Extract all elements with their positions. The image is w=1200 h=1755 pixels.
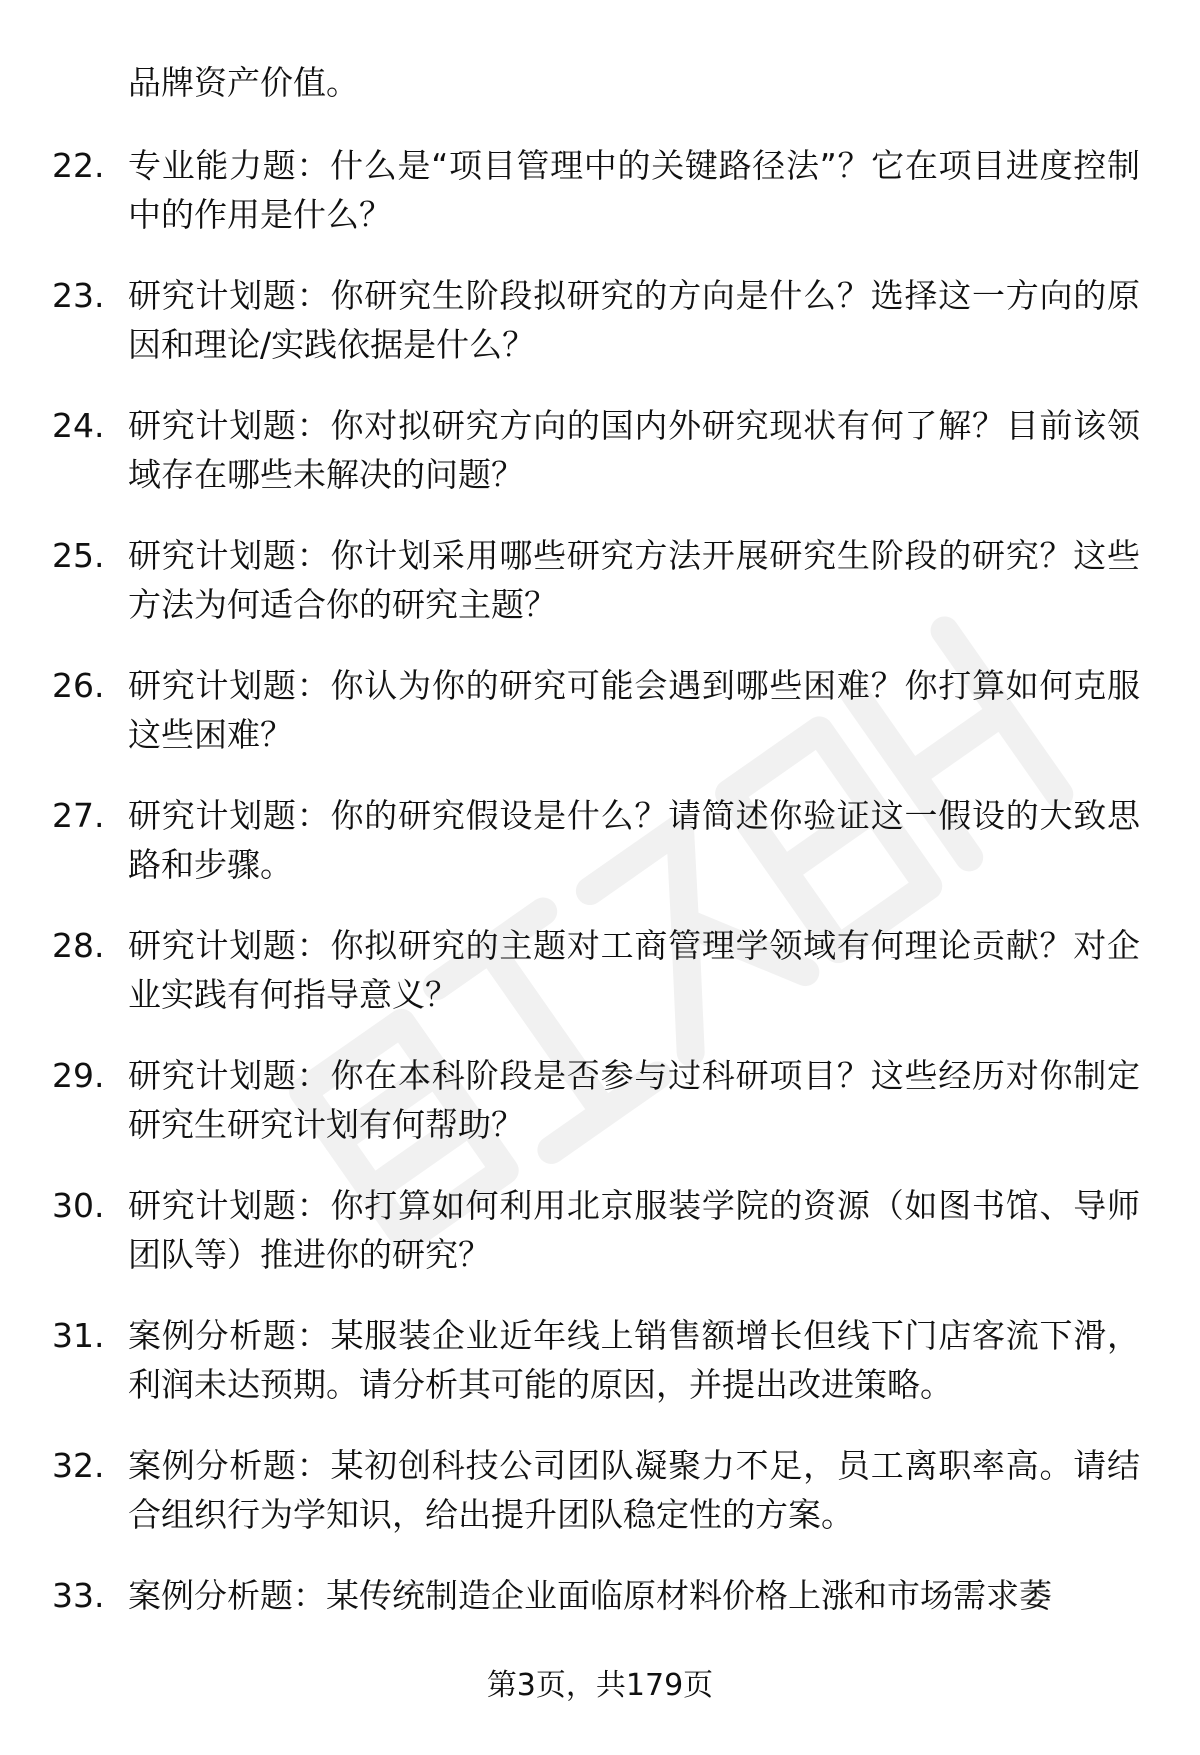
question-item xyxy=(0,661,1200,791)
question-number: 23. xyxy=(52,276,105,315)
question-text: 研究计划题：你拟研究的主题对工商管理学领域有何理论贡献？对企业实践有何指导意义？ xyxy=(128,926,1140,1014)
question-number: 24. xyxy=(52,406,105,445)
page-footer: 第3页，共179页 xyxy=(486,1668,714,1703)
question-text: 研究计划题：你认为你的研究可能会遇到哪些困难？你打算如何克服这些困难？ xyxy=(128,666,1140,754)
question-number: 31. xyxy=(52,1316,105,1355)
question-text: 研究计划题：你研究生阶段拟研究的方向是什么？选择这一方向的原因和理论/实践依据是什么？ xyxy=(128,276,1140,364)
question-number: 33. xyxy=(52,1576,105,1615)
question-number: 32. xyxy=(52,1446,105,1485)
question-text: 研究计划题：你的研究假设是什么？请简述你验证这一假设的大致思路和步骤。 xyxy=(128,796,1140,884)
question-item xyxy=(0,141,1200,271)
question-number: 26. xyxy=(52,666,105,705)
question-item xyxy=(0,921,1200,1051)
question-item xyxy=(0,401,1200,531)
question-item xyxy=(0,1051,1200,1181)
question-text: 研究计划题：你计划采用哪些研究方法开展研究生阶段的研究？这些方法为何适合你的研究主题？ xyxy=(128,536,1140,624)
question-text: 案例分析题：某服装企业近年线上销售额增长但线下门店客流下滑，利润未达预期。请分析其可能的原因，并提出改进策略。 xyxy=(128,1316,1140,1404)
question-number: 30. xyxy=(52,1186,105,1225)
question-number: 29. xyxy=(52,1056,105,1095)
question-text: 专业能力题：什么是“项目管理中的关键路径法”？它在项目进度控制中的作用是什么？ xyxy=(128,146,1140,234)
question-item xyxy=(0,1181,1200,1311)
question-item xyxy=(0,1311,1200,1441)
question-item xyxy=(0,1441,1200,1571)
question-number: 27. xyxy=(52,796,105,835)
question-number: 22. xyxy=(52,146,105,185)
question-number: 28. xyxy=(52,926,105,965)
question-text: 研究计划题：你对拟研究方向的国内外研究现状有何了解？目前该领域存在哪些未解决的问题？ xyxy=(128,406,1140,494)
continuation-text: 品牌资产价值。 xyxy=(128,63,359,102)
question-item xyxy=(0,791,1200,921)
question-text: 案例分析题：某初创科技公司团队凝聚力不足，员工离职率高。请结合组织行为学知识，给出提升团队稳定性的方案。 xyxy=(128,1446,1140,1534)
question-item xyxy=(0,531,1200,661)
question-item xyxy=(0,271,1200,401)
question-text: 研究计划题：你打算如何利用北京服装学院的资源（如图书馆、导师团队等）推进你的研究？ xyxy=(128,1186,1140,1274)
question-text: 案例分析题：某传统制造企业面临原材料价格上涨和市场需求萎 xyxy=(128,1576,1052,1615)
question-text: 研究计划题：你在本科阶段是否参与过科研项目？这些经历对你制定研究生研究计划有何帮助？ xyxy=(128,1056,1140,1144)
question-number: 25. xyxy=(52,536,105,575)
question-list xyxy=(0,141,1200,1701)
